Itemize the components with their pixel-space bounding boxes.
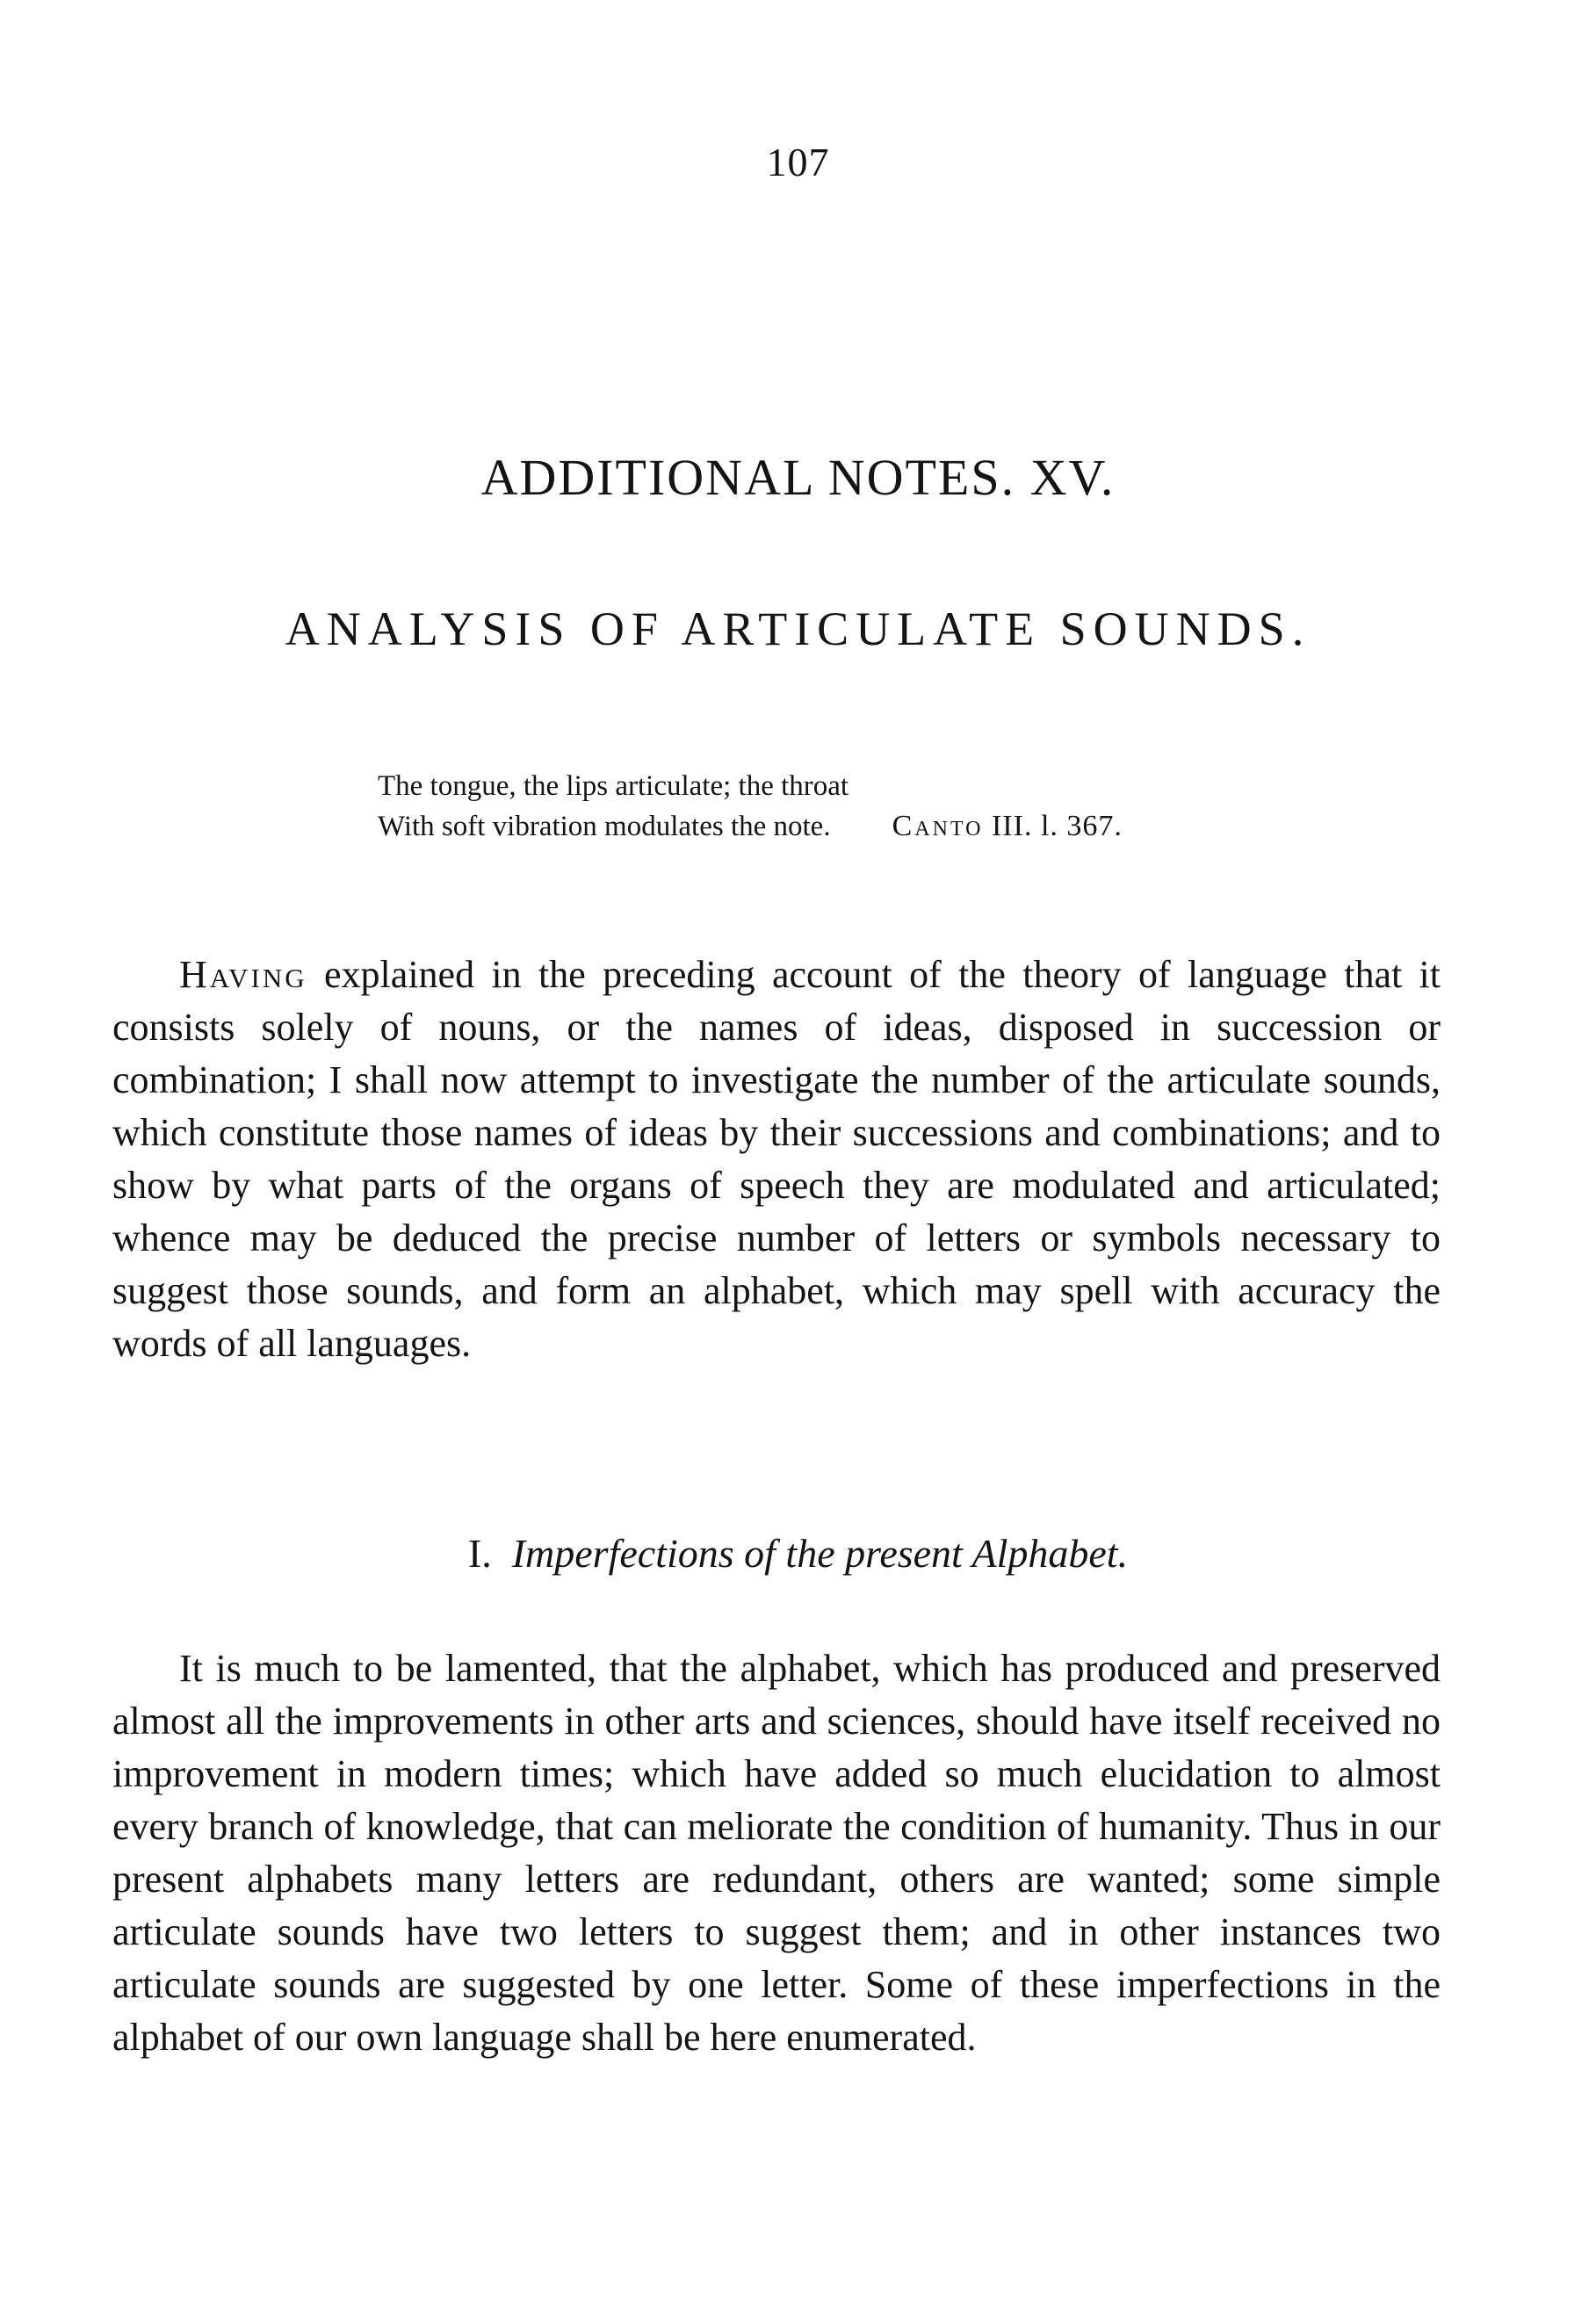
paragraph-2 (112, 1642, 1441, 2064)
section-title: ADDITIONAL NOTES. XV. (480, 449, 1116, 506)
section-heading (0, 1530, 1596, 1577)
citation-reference: III. l. 367. (991, 810, 1123, 842)
epigraph-citation (892, 806, 1123, 847)
citation-canto: Canto (892, 810, 984, 842)
epigraph-line-2-text: With soft vibration modulates the note. (378, 811, 831, 842)
paragraph-2-text: It is much to be lamented, that the alphabet, which has produced and preserved almost all the improvements in other arts and sciences, should have itself received no improvement in modern times; which have added so much elucidation to almost every branch of knowledge, that can meliorate the condition of humanity. Thus in our present alphabets many letters are redundant, others are wanted; some simple articulate sounds have two letters to suggest them; and in other instances two articulate sounds are suggested by one letter. Some of these imperfections in the alphabet of our own language shall be here enumerated. (112, 1647, 1441, 2059)
chapter-subtitle: ANALYSIS OF ARTICULATE SOUNDS. (285, 603, 1311, 655)
paragraph-1 (112, 949, 1441, 1370)
epigraph-line-2 (378, 806, 1326, 847)
section-heading-numeral: I. (467, 1531, 492, 1576)
section-heading-title: Imperfections of the present Alphabet. (511, 1531, 1129, 1576)
paragraph-1-text: explained in the preceding account of the theory of language that it consists solely of nouns, or the names of ideas, disposed in succession or combination; I shall now attempt to investigate the number of the articulate sounds, which constitute those names of ideas by their successions and combinations; and to show by what parts of the organs of speech they are modulated and articulated; whence may be deduced the precise number of letters or symbols necessary to suggest those sounds, and form an alphabet, which may spell with accuracy the words of all languages. (112, 953, 1441, 1365)
epigraph-line-1: The tongue, the lips articulate; the throat (378, 770, 849, 802)
page-number: 107 (766, 140, 830, 184)
paragraph-1-lead-word: Having (179, 953, 307, 996)
epigraph (378, 766, 1326, 847)
